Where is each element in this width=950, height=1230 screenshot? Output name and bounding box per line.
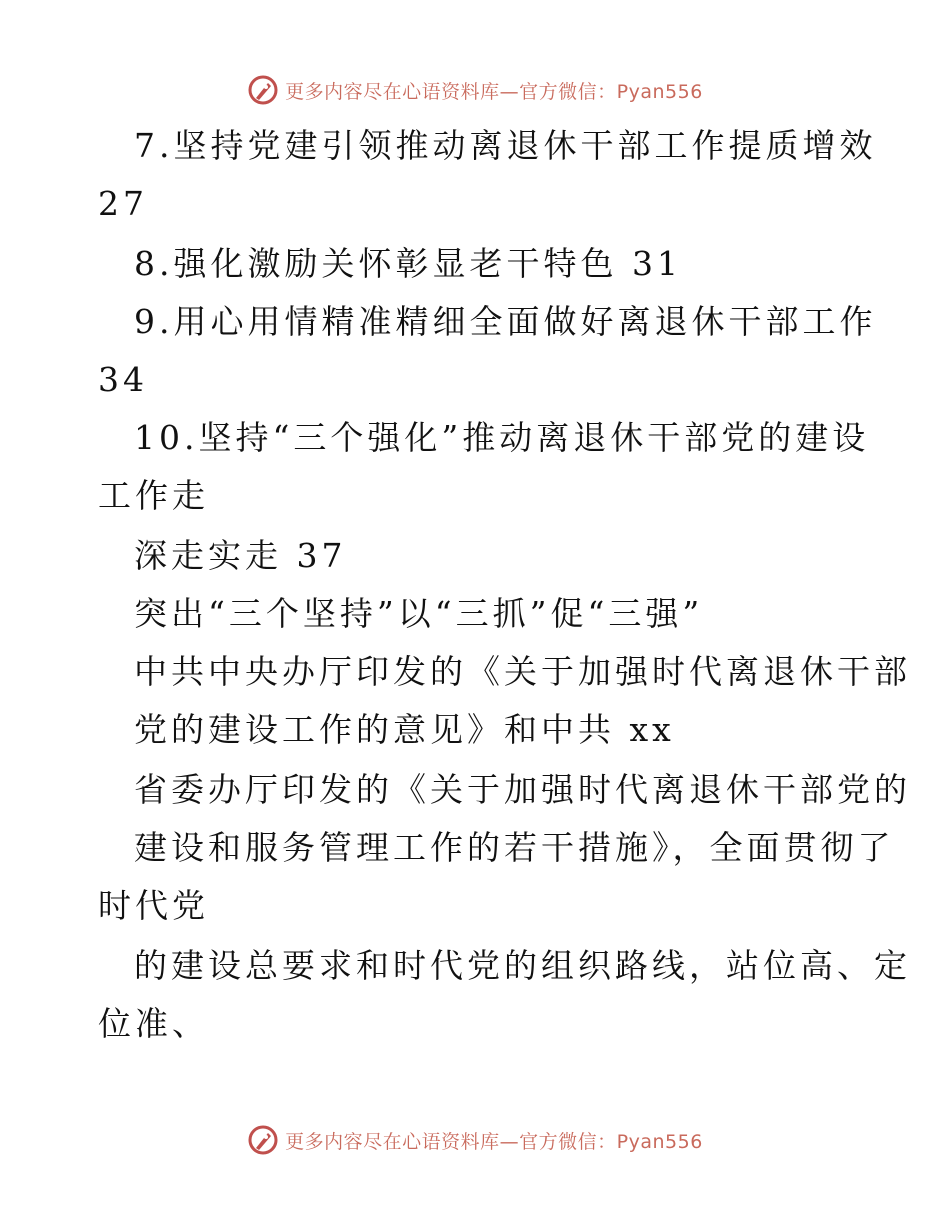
paragraph-line: 党的建设工作的意见》和中共 xx <box>134 710 675 749</box>
paragraph-line: 省委办厅印发的《关于加强时代离退休干部党的 <box>134 770 911 809</box>
footer-watermark <box>0 1120 950 1160</box>
toc-entry-7-page: 27 <box>98 184 148 223</box>
pen-nib-logo-icon <box>247 1124 279 1156</box>
toc-entry-9-page: 34 <box>98 360 148 399</box>
paragraph-line: 位准、 <box>98 1004 209 1043</box>
article-heading: 突出“三个坚持”以“三抓”促“三强” <box>134 594 704 633</box>
toc-entry-10-cont: 工作走 <box>98 476 209 515</box>
toc-entry-7: 7.坚持党建引领推动离退休干部工作提质增效 <box>134 126 877 165</box>
paragraph-line: 中共中央办厅印发的《关于加强时代离退休干部 <box>134 652 911 691</box>
toc-entry-8: 8.强化激励关怀彰显老干特色 31 <box>134 244 682 283</box>
paragraph-line: 建设和服务管理工作的若干措施》，全面贯彻了 <box>134 828 895 867</box>
pen-nib-logo-icon <box>247 74 279 106</box>
header-watermark <box>0 70 950 110</box>
watermark-text: 更多内容尽在心语资料库—官方微信：Pyan556 <box>285 1130 703 1153</box>
paragraph-line: 的建设总要求和时代党的组织路线，站位高、定 <box>134 946 911 985</box>
toc-entry-10-page: 深走实走 37 <box>134 536 347 575</box>
paragraph-line: 时代党 <box>98 886 209 925</box>
toc-entry-10: 10.坚持“三个强化”推动离退休干部党的建设 <box>134 418 870 457</box>
toc-entry-9: 9.用心用情精准精细全面做好离退休干部工作 <box>134 302 877 341</box>
watermark-text: 更多内容尽在心语资料库—官方微信：Pyan556 <box>285 80 703 103</box>
